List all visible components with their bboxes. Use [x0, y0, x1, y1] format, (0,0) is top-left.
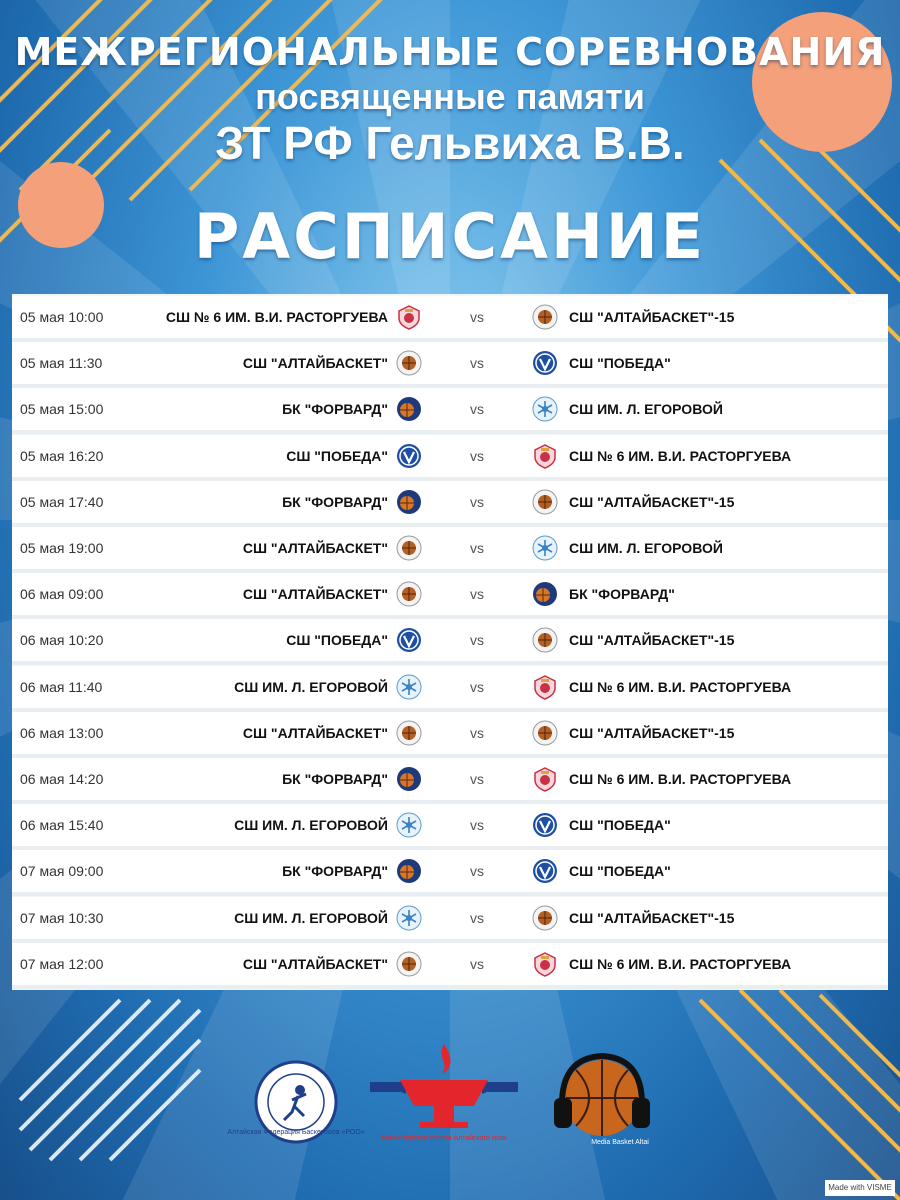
match-datetime: 06 мая 11:40 [20, 678, 103, 695]
away-team-name: СШ "АЛТАЙБАСКЕТ"-15 [569, 309, 735, 325]
forward-logo-icon [396, 858, 422, 884]
home-team-name: БК "ФОРВАРД" [282, 863, 388, 880]
match-datetime: 05 мая 11:30 [20, 355, 103, 372]
rastorguev-logo-icon [532, 674, 558, 700]
svg-text:Media Basket Altai: Media Basket Altai [591, 1139, 649, 1146]
away-team-name: СШ "ПОБЕДА" [569, 863, 671, 880]
vs-label: vs [470, 401, 484, 418]
vs-label: vs [470, 863, 484, 880]
match-datetime: 07 мая 12:00 [20, 955, 104, 972]
match-row [12, 804, 888, 850]
match-datetime: 05 мая 17:40 [20, 493, 104, 510]
rastorguev-logo-icon [532, 443, 558, 469]
pobeda-logo-icon [396, 443, 422, 469]
match-datetime: 05 мая 15:00 [20, 401, 104, 418]
match-datetime: 06 мая 13:00 [20, 724, 104, 741]
match-row [12, 619, 888, 665]
home-team-name: СШ ИМ. Л. ЕГОРОВОЙ [234, 678, 388, 695]
svg-text:Алтайская Федерация Баскетбола: Алтайская Федерация Баскетбола «РОО» [227, 1129, 365, 1136]
altaibasket-logo-icon [396, 535, 422, 561]
match-datetime: 06 мая 14:20 [20, 771, 104, 787]
away-team-name: СШ № 6 ИМ. В.И. РАСТОРГУЕВА [569, 955, 792, 972]
altaibasket-logo-icon [532, 720, 558, 746]
altaibasket-logo-icon [396, 581, 422, 607]
home-team-name: СШ "АЛТАЙБАСКЕТ" [242, 955, 388, 972]
pobeda-logo-icon [532, 350, 558, 376]
away-team-name: СШ ИМ. Л. ЕГОРОВОЙ [569, 401, 723, 418]
home-team-name: СШ ИМ. Л. ЕГОРОВОЙ [234, 909, 388, 926]
match-row [12, 943, 888, 989]
header-title-line1: МЕЖРЕГИОНАЛЬНЫЕ СОРЕВНОВАНИЯ [14, 30, 886, 74]
made-with-badge: Made with VISME [825, 1180, 895, 1196]
away-team-name: СШ "ПОБЕДА" [569, 355, 671, 372]
match-datetime: 06 мая 09:00 [20, 586, 104, 603]
vs-label: vs [470, 771, 484, 787]
vs-label: vs [470, 586, 484, 603]
forward-logo-icon [396, 396, 422, 422]
home-team-name: СШ "ПОБЕДА" [286, 632, 388, 649]
away-team-name: БК "ФОРВАРД" [569, 586, 675, 603]
rastorguev-logo-icon [396, 304, 422, 330]
altaibasket-logo-icon [396, 350, 422, 376]
vs-label: vs [470, 632, 484, 649]
altaibasket-logo-icon [396, 951, 422, 977]
match-row [12, 573, 888, 619]
match-row [12, 481, 888, 527]
match-datetime: 05 мая 10:00 [20, 309, 104, 325]
header-title-line3: ЗТ РФ Гельвиха В.В. [215, 117, 685, 169]
schedule-heading: РАСПИСАНИЕ [193, 200, 707, 273]
basketball-federation-logo [227, 1060, 365, 1144]
match-row [12, 435, 888, 481]
away-team-name: СШ "АЛТАЙБАСКЕТ"-15 [569, 724, 735, 741]
match-row [12, 897, 888, 943]
home-team-name: БК "ФОРВАРД" [282, 493, 388, 510]
sport-ministry-logo [366, 1040, 522, 1150]
altaibasket-logo-icon [396, 720, 422, 746]
match-row [12, 712, 888, 758]
vs-label: vs [470, 955, 484, 972]
home-team-name: СШ "АЛТАЙБАСКЕТ" [242, 724, 388, 741]
forward-logo-icon [532, 581, 558, 607]
forward-logo-icon [396, 489, 422, 515]
away-team-name: СШ "ПОБЕДА" [569, 817, 671, 834]
rastorguev-logo-icon [532, 951, 558, 977]
match-datetime: 07 мая 10:30 [20, 909, 104, 926]
rastorguev-logo-icon [532, 766, 558, 792]
away-team-name: СШ "АЛТАЙБАСКЕТ"-15 [569, 909, 735, 926]
away-team-name: СШ ИМ. Л. ЕГОРОВОЙ [569, 540, 723, 556]
egorova-logo-icon [396, 905, 422, 931]
away-team-name: СШ № 6 ИМ. В.И. РАСТОРГУЕВА [569, 771, 792, 787]
vs-label: vs [470, 724, 484, 741]
vs-label: vs [470, 447, 484, 464]
match-row [12, 296, 888, 342]
vs-label: vs [470, 678, 484, 695]
egorova-logo-icon [532, 535, 558, 561]
home-team-name: СШ "ПОБЕДА" [286, 447, 388, 464]
pobeda-logo-icon [532, 812, 558, 838]
home-team-name: СШ "АЛТАЙБАСКЕТ" [242, 355, 388, 372]
away-team-name: СШ № 6 ИМ. В.И. РАСТОРГУЕВА [569, 678, 792, 695]
egorova-logo-icon [532, 396, 558, 422]
match-datetime: 05 мая 19:00 [20, 540, 104, 556]
match-row [12, 758, 888, 804]
media-basket-logo [552, 1048, 652, 1152]
vs-label: vs [470, 355, 484, 372]
home-team-name: БК "ФОРВАРД" [282, 401, 388, 418]
schedule-table [12, 294, 888, 990]
pobeda-logo-icon [396, 627, 422, 653]
egorova-logo-icon [396, 812, 422, 838]
forward-logo-icon [396, 766, 422, 792]
vs-label: vs [470, 909, 484, 926]
home-team-name: СШ ИМ. Л. ЕГОРОВОЙ [234, 817, 388, 834]
match-row [12, 850, 888, 896]
match-row [12, 388, 888, 434]
vs-label: vs [470, 540, 484, 556]
altaibasket-logo-icon [532, 627, 558, 653]
match-datetime: 07 мая 09:00 [20, 863, 104, 880]
match-row [12, 342, 888, 388]
svg-text:Министерство спорта Алтайского: Министерство спорта Алтайского края [381, 1135, 507, 1142]
vs-label: vs [470, 493, 484, 510]
altaibasket-logo-icon [532, 304, 558, 330]
altaibasket-logo-icon [532, 905, 558, 931]
home-team-name: СШ "АЛТАЙБАСКЕТ" [242, 586, 388, 603]
home-team-name: СШ № 6 ИМ. В.И. РАСТОРГУЕВА [165, 309, 388, 325]
vs-label: vs [470, 817, 484, 834]
match-row [12, 666, 888, 712]
pobeda-logo-icon [532, 858, 558, 884]
altaibasket-logo-icon [532, 489, 558, 515]
away-team-name: СШ № 6 ИМ. В.И. РАСТОРГУЕВА [569, 447, 792, 464]
match-datetime: 06 мая 10:20 [20, 632, 104, 649]
match-datetime: 06 мая 15:40 [20, 817, 104, 834]
match-datetime: 05 мая 16:20 [20, 447, 104, 464]
away-team-name: СШ "АЛТАЙБАСКЕТ"-15 [569, 493, 735, 510]
home-team-name: СШ "АЛТАЙБАСКЕТ" [242, 540, 388, 556]
header-title-line2: посвященные памяти [255, 76, 645, 117]
away-team-name: СШ "АЛТАЙБАСКЕТ"-15 [569, 632, 735, 649]
vs-label: vs [470, 309, 484, 325]
match-row [12, 527, 888, 573]
egorova-logo-icon [396, 674, 422, 700]
home-team-name: БК "ФОРВАРД" [282, 771, 388, 787]
